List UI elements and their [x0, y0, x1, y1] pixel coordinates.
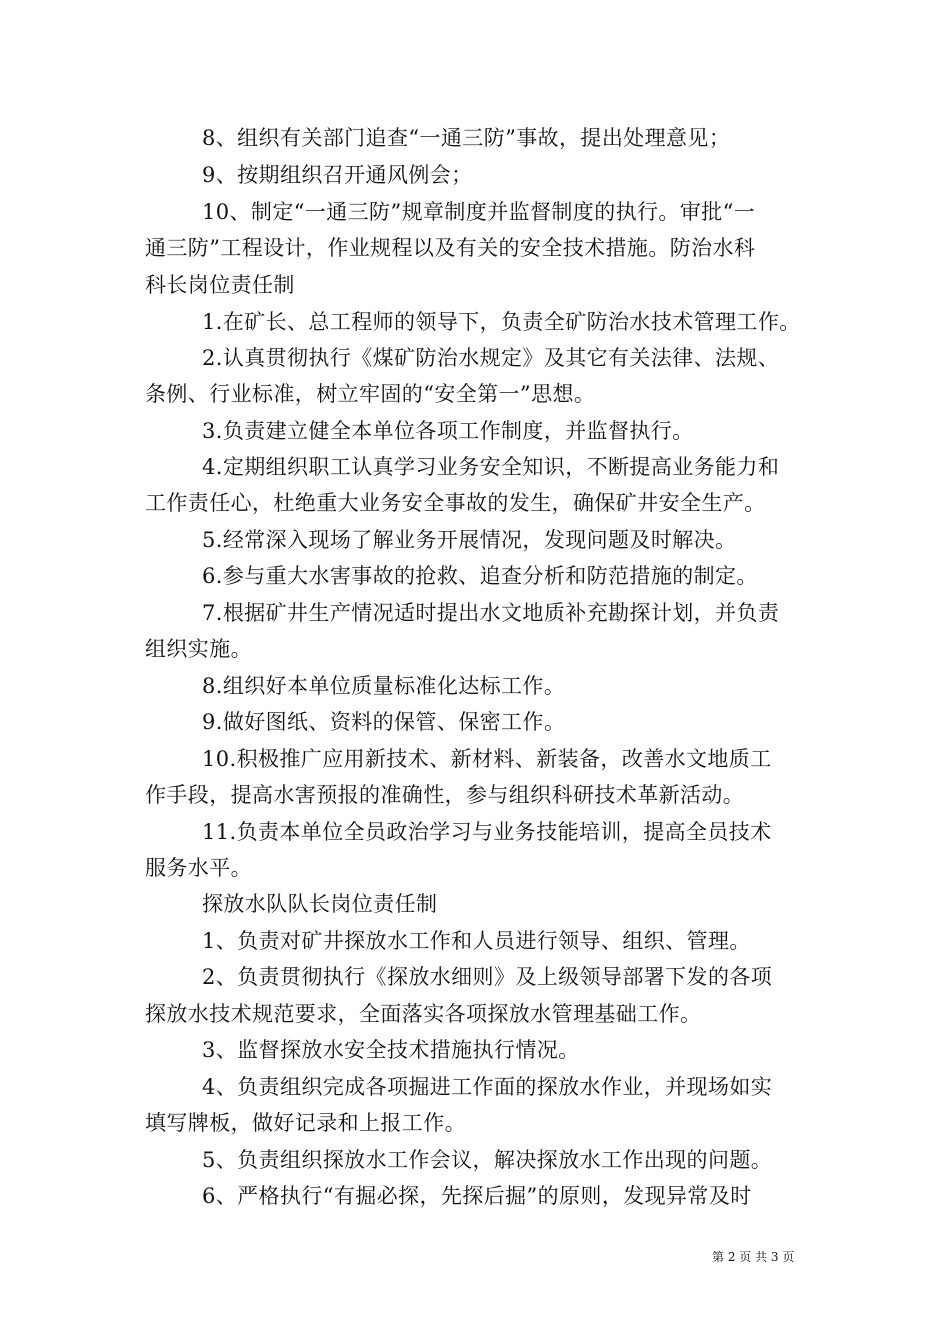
text-line: 探放水技术规范要求，全面落实各项探放水管理基础工作。: [145, 1002, 702, 1026]
text-line: 1、负责对矿井探放水工作和人员进行领导、组织、管理。: [202, 929, 751, 953]
text-line: 作手段，提高水害预报的准确性，参与组织科研技术革新活动。: [145, 783, 745, 807]
text-line: 条例、行业标准，树立牢固的“安全第一”思想。: [145, 382, 596, 406]
text-line: 7.根据矿井生产情况适时提出水文地质补充勘探计划，并负责: [202, 601, 780, 625]
text-line: 工作责任心，杜绝重大业务安全事故的发生，确保矿井安全生产。: [145, 491, 766, 515]
text-line: 服务水平。: [145, 856, 252, 880]
text-line: 组织实施。: [145, 637, 252, 661]
text-line: 科长岗位责任制: [145, 273, 295, 297]
text-line: 1.在矿长、总工程师的领导下，负责全矿防治水技术管理工作。: [202, 310, 801, 334]
text-line: 2、负责贯彻执行《探放水细则》及上级领导部署下发的各项: [202, 965, 773, 989]
text-line: 10、制定“一通三防”规章制度并监督制度的执行。审批“一: [202, 200, 756, 224]
text-line: 11.负责本单位全员政治学习与业务技能培训，提高全员技术: [202, 820, 772, 844]
text-line: 探放水队队长岗位责任制: [202, 892, 438, 916]
text-line: 8.组织好本单位质量标准化达标工作。: [202, 674, 566, 698]
page-number: 第 2 页 共 3 页: [712, 1250, 795, 1264]
text-line: 4.定期组织职工认真学习业务安全知识，不断提高业务能力和: [202, 455, 780, 479]
text-line: 6.参与重大水害事故的抢救、追查分析和防范措施的制定。: [202, 564, 758, 588]
text-line: 3、监督探放水安全技术措施执行情况。: [202, 1038, 580, 1062]
text-line: 9、按期组织召开通风例会；: [202, 163, 473, 187]
text-line: 9.做好图纸、资料的保管、保密工作。: [202, 710, 566, 734]
text-line: 填写牌板，做好记录和上报工作。: [145, 1111, 466, 1135]
text-line: 6、严格执行“有掘必探，先探后掘”的原则，发现异常及时: [202, 1184, 752, 1208]
text-line: 10.积极推广应用新技术、新材料、新装备，改善水文地质工: [202, 747, 772, 771]
text-line: 通三防”工程设计，作业规程以及有关的安全技术措施。防治水科: [145, 236, 756, 260]
text-line: 4、负责组织完成各项掘进工作面的探放水作业，并现场如实: [202, 1075, 773, 1099]
text-line: 5.经常深入现场了解业务开展情况，发现问题及时解决。: [202, 528, 737, 552]
text-line: 2.认真贯彻执行《煤矿防治水规定》及其它有关法律、法规、: [202, 346, 780, 370]
text-line: 8、组织有关部门追查“一通三防”事故，提出处理意见；: [202, 126, 731, 150]
text-line: 3.负责建立健全本单位各项工作制度，并监督执行。: [202, 419, 694, 443]
text-line: 5、负责组织探放水工作会议，解决探放水工作出现的问题。: [202, 1148, 773, 1172]
